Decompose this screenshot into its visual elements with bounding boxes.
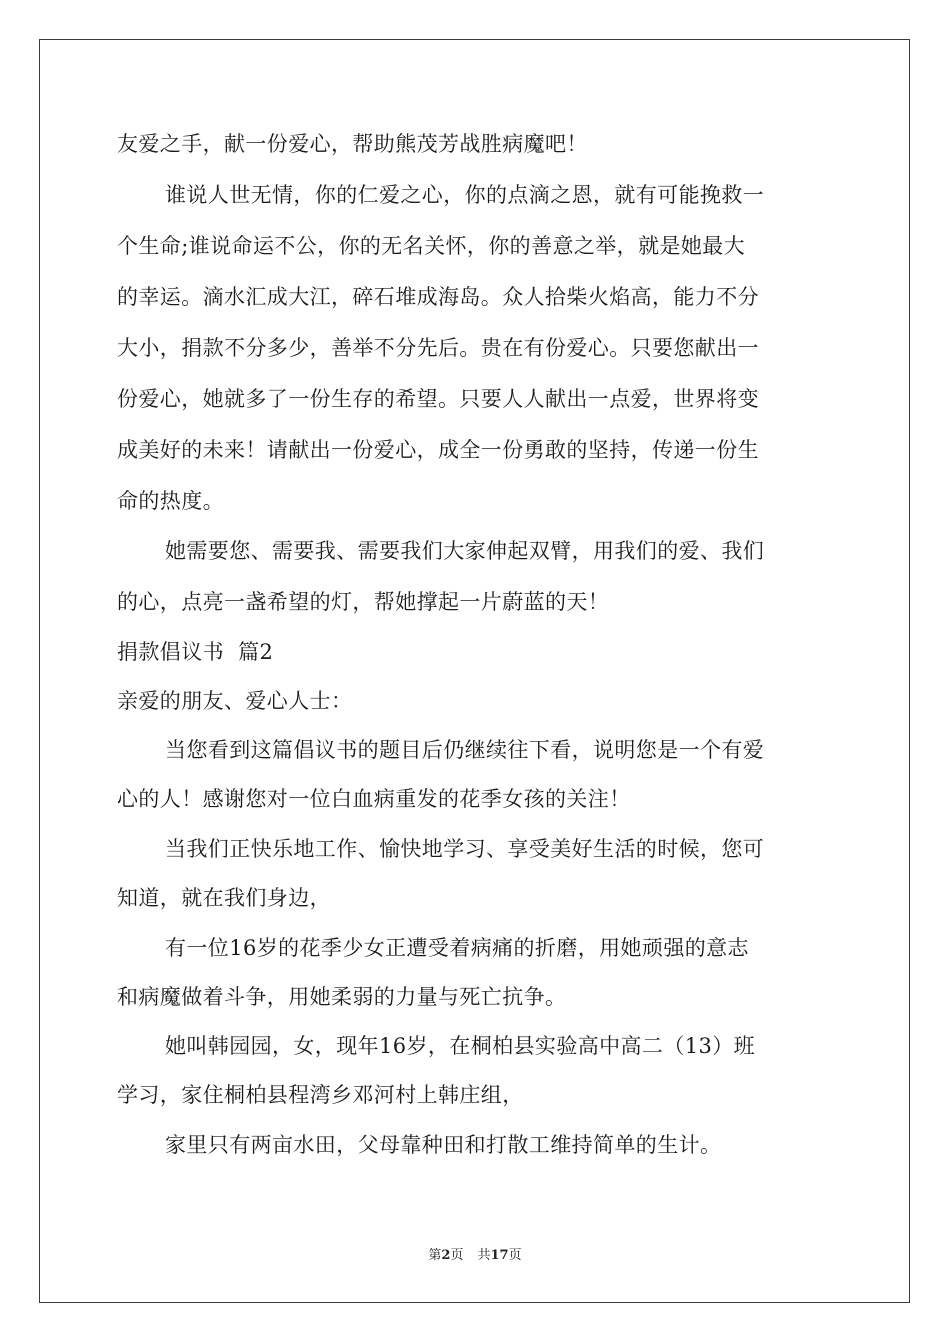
paragraph-first-line: 谁说人世无情，你的仁爱之心，你的点滴之恩，就有可能挽救一 bbox=[165, 183, 765, 207]
text-line: 的幸运。滴水汇成大江，碎石堆成海岛。众人拾柴火焰高，能力不分 bbox=[117, 285, 759, 309]
paragraph-first-line: 有一位16岁的花季少女正遭受着病痛的折磨，用她顽强的意志 bbox=[165, 936, 749, 960]
paragraph-first-line: 当您看到这篇倡议书的题目后仍继续往下看，说明您是一个有爱 bbox=[165, 738, 765, 762]
paragraph-first-line: 家里只有两亩水田，父母靠种田和打散工维持简单的生计。 bbox=[165, 1133, 722, 1157]
text-line: 大小，捐款不分多少，善举不分先后。贵在有份爱心。只要您献出一 bbox=[117, 336, 759, 360]
section-heading: 捐款倡议书 篇2 bbox=[117, 640, 274, 664]
page-footer bbox=[0, 1247, 950, 1265]
text-line: 友爱之手，献一份爱心，帮助熊茂芳战胜病魔吧！ bbox=[117, 132, 588, 156]
text-line: 命的热度。 bbox=[117, 489, 224, 513]
page-number: 第2页 bbox=[428, 1248, 464, 1263]
paragraph-first-line: 当我们正快乐地工作、愉快地学习、享受美好生活的时候，您可 bbox=[165, 837, 765, 861]
text-line: 份爱心，她就多了一份生存的希望。只要人人献出一点爱，世界将变 bbox=[117, 387, 759, 411]
text-line: 学习，家住桐柏县程湾乡邓河村上韩庄组， bbox=[117, 1083, 524, 1107]
text-line: 心的人！感谢您对一位白血病重发的花季女孩的关注！ bbox=[117, 787, 631, 811]
paragraph-first-line: 她需要您、需要我、需要我们大家伸起双臂，用我们的爱、我们 bbox=[165, 539, 765, 563]
page-total: 共17页 bbox=[477, 1248, 522, 1263]
text-line: 和病魔做着斗争，用她柔弱的力量与死亡抗争。 bbox=[117, 985, 567, 1009]
text-line: 个生命;谁说命运不公，你的无名关怀，你的善意之举，就是她最大 bbox=[117, 234, 746, 258]
text-line: 知道，就在我们身边， bbox=[117, 886, 331, 910]
text-line: 成美好的未来！请献出一份爱心，成全一份勇敢的坚持，传递一份生 bbox=[117, 438, 759, 462]
salutation: 亲爱的朋友、爱心人士： bbox=[117, 689, 353, 713]
paragraph-first-line: 她叫韩园园，女，现年16岁，在桐柏县实验高中高二（13）班 bbox=[165, 1034, 756, 1058]
text-line: 的心，点亮一盏希望的灯，帮她撑起一片蔚蓝的天！ bbox=[117, 590, 610, 614]
